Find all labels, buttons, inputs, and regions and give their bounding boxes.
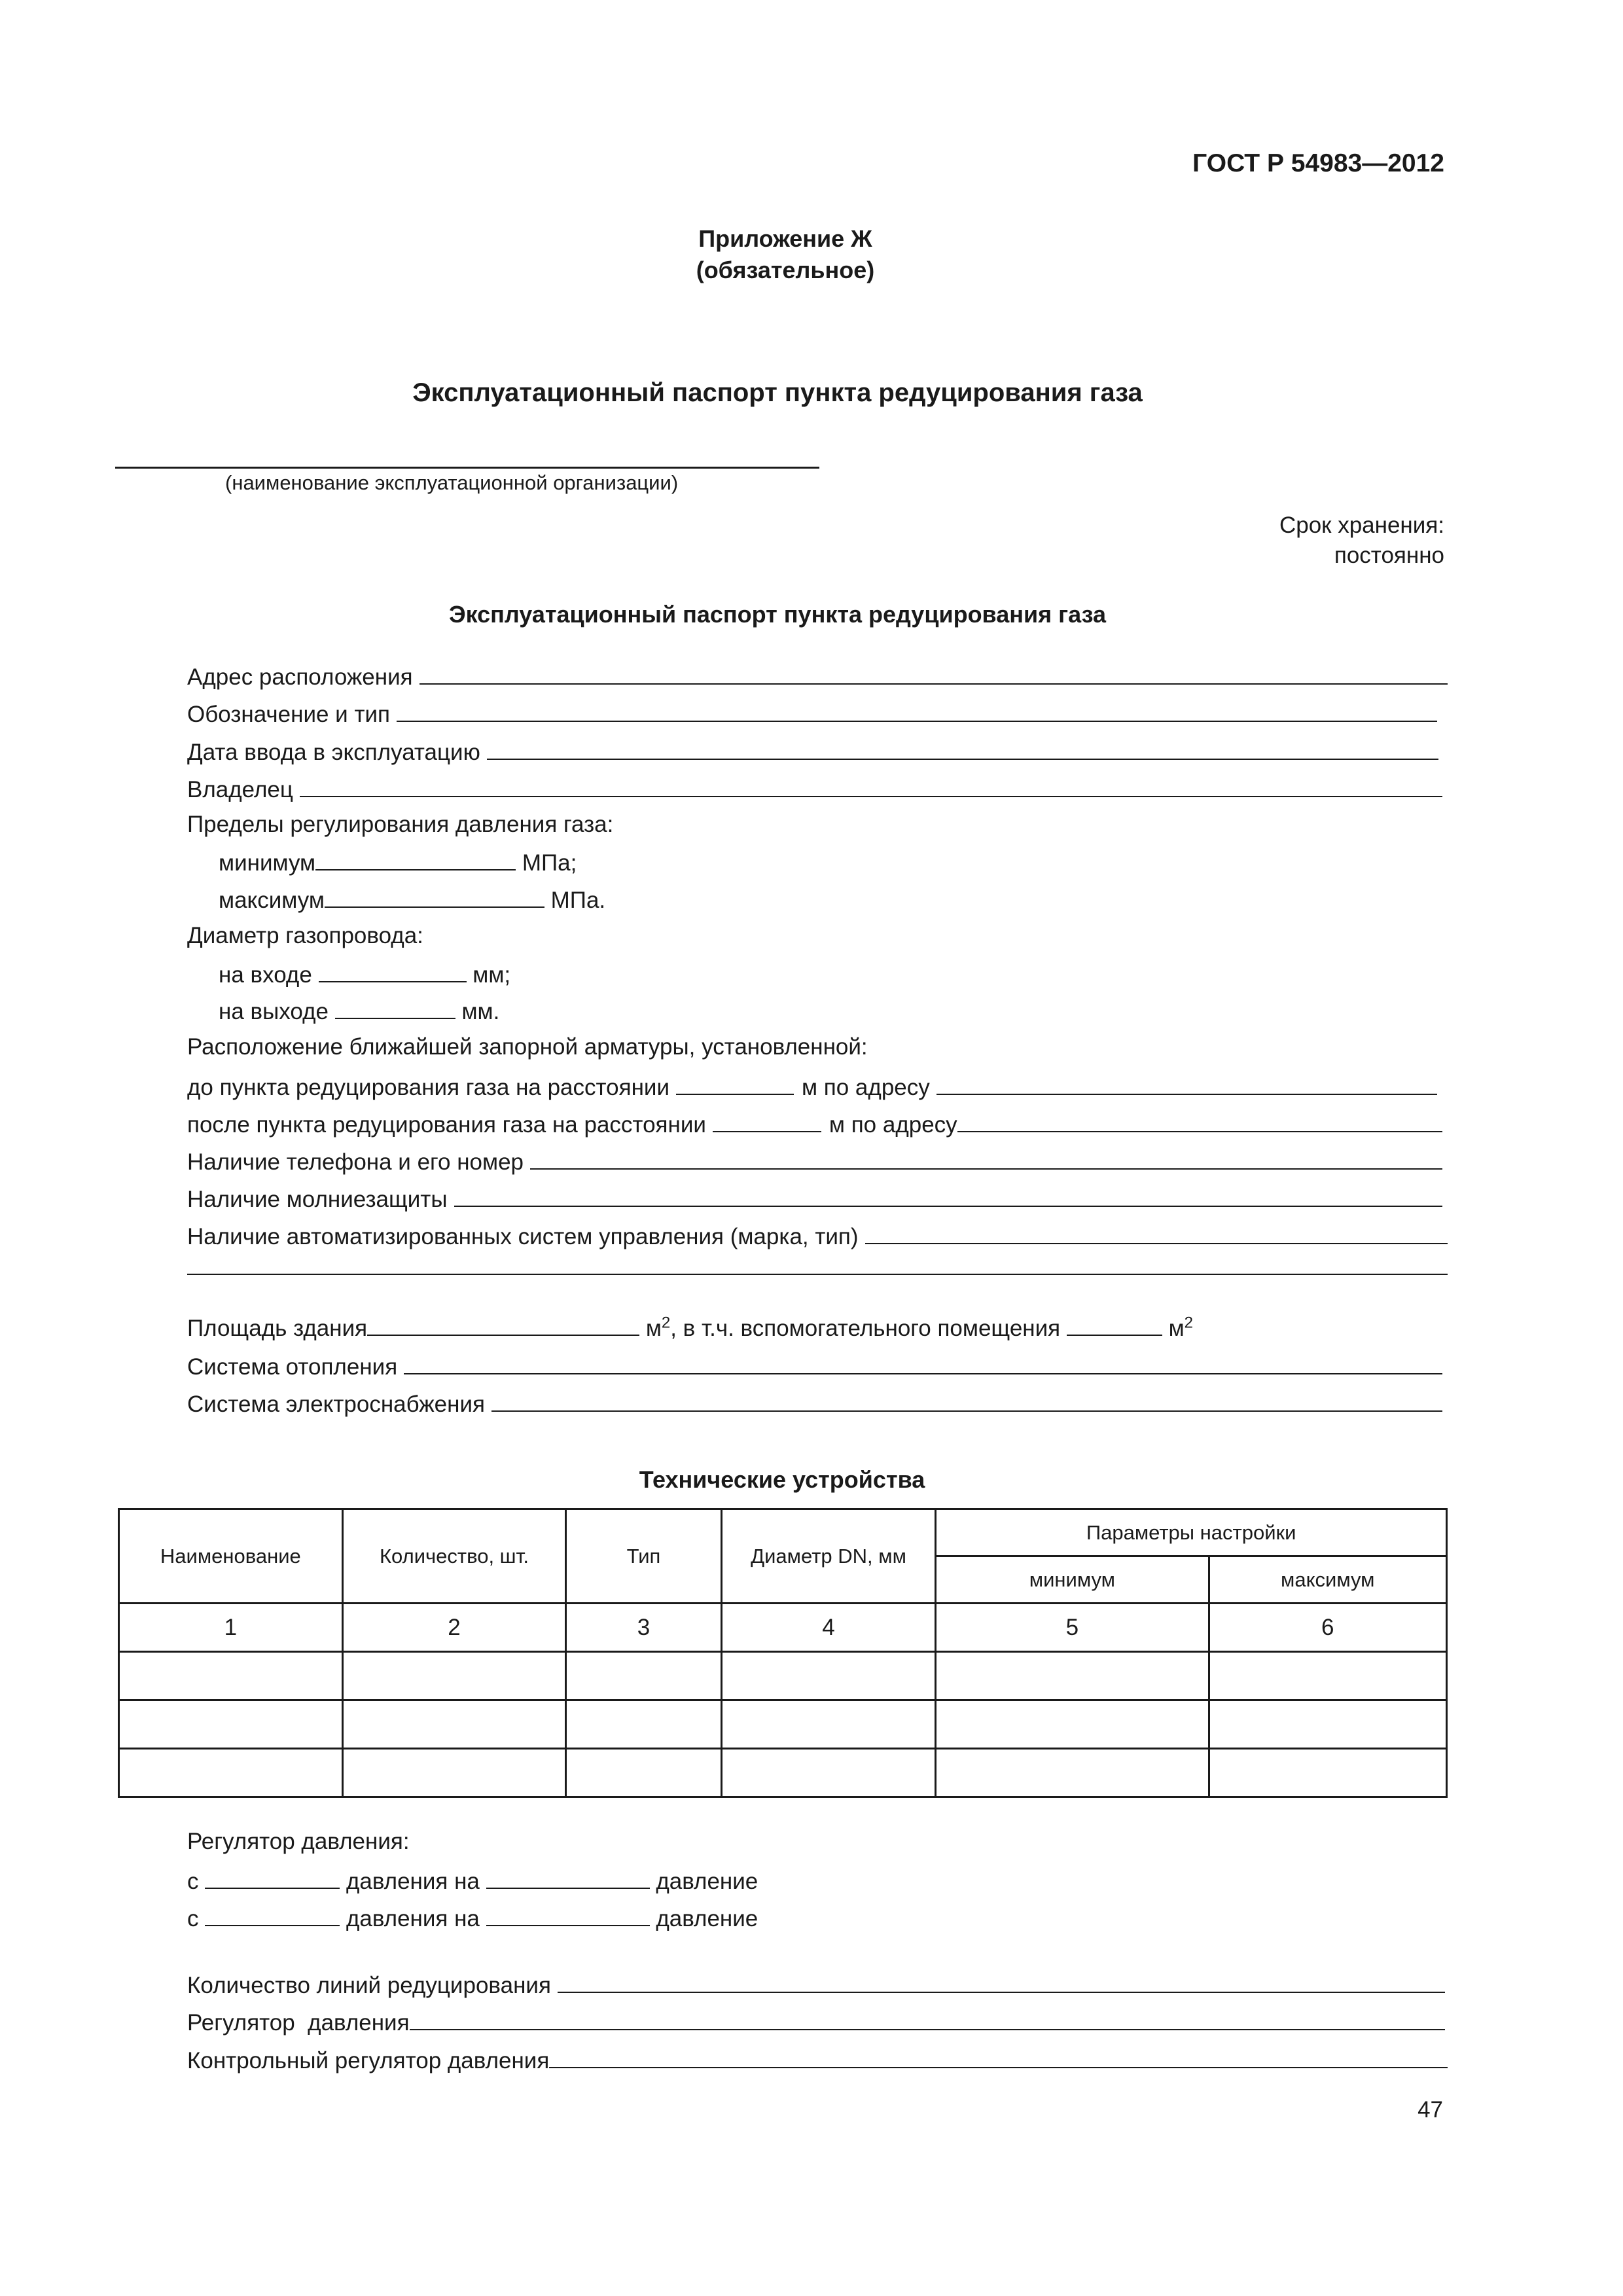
field-power [187,1388,1442,1418]
table-row [119,1652,1447,1700]
pressure-min-field[interactable] [315,848,516,870]
table-cell[interactable] [936,1700,1209,1749]
building-area-unit [646,1316,670,1341]
field-commission-date-label: Дата ввода в эксплуатацию [187,740,480,765]
table-cell[interactable] [119,1652,343,1700]
field-address-line[interactable] [419,661,1448,685]
form-title: Эксплуатационный паспорт пункта редуцирования газа [448,601,1107,628]
field-automation [187,1221,1448,1251]
table-cell[interactable] [936,1652,1209,1700]
column-number: 2 [342,1604,566,1652]
organization-caption: (наименование эксплуатационной организации) [225,471,679,494]
pressure-max-field[interactable] [325,886,544,908]
field-control-regulator [187,2045,1448,2075]
valve-before-label: до пункта редуцирования газа на расстоянии [187,1075,669,1100]
regulator-from-label: с [187,1906,199,1931]
table-row [119,1700,1447,1749]
building-area-label: Площадь здания [187,1316,368,1341]
aux-area-label: , в т.ч. вспомогательного помещения [670,1316,1061,1341]
col-header-diameter: Диаметр DN, мм [721,1509,935,1604]
regulator-from-label: с [187,1869,199,1894]
field-lines-count-label: Количество линий редуцирования [187,1973,551,1998]
column-number: 6 [1209,1604,1446,1652]
unit-m: м [645,1316,662,1341]
field-lightning-line[interactable] [454,1183,1443,1207]
table-cell[interactable] [119,1749,343,1797]
column-number: 4 [721,1604,935,1652]
valve-before-distance-field[interactable] [676,1073,794,1095]
tech-table-title: Технические устройства [639,1466,925,1493]
field-regulator [187,2007,1445,2037]
page-number: 47 [1418,2097,1443,2123]
field-lightning [187,1183,1442,1213]
pressure-min-unit: МПа; [522,850,577,876]
page-title: Эксплуатационный паспорт пункта редуцирования газа [412,378,1143,407]
col-header-min: минимум [936,1556,1209,1604]
table-cell[interactable] [342,1700,566,1749]
field-power-label: Система электроснабжения [187,1391,485,1417]
table-cell[interactable] [1209,1652,1446,1700]
valve-location-label: Расположение ближайшей запорной арматуры, установленной: [187,1034,868,1060]
column-number: 5 [936,1604,1209,1652]
retention-label: Срок хранения: [1279,512,1444,538]
field-lines-count-line[interactable] [558,1969,1445,1993]
regulator-to-label: давления на [346,1869,480,1894]
unit-sq: 2 [661,1314,671,1332]
field-owner-label: Владелец [187,777,293,802]
field-designation-label: Обозначение и тип [187,702,390,727]
valve-after-address-line[interactable] [957,1109,1442,1132]
field-heating-line[interactable] [404,1351,1442,1374]
field-commission-date [187,736,1438,766]
field-heating-label: Система отопления [187,1354,398,1380]
pipe-diameter-label: Диаметр газопровода: [187,923,423,948]
column-number-row [119,1604,1447,1652]
annex-status: (обязательное) [696,257,875,283]
field-phone-label: Наличие телефона и его номер [187,1149,524,1175]
col-header-quantity: Количество, шт. [342,1509,566,1604]
table-cell[interactable] [566,1749,722,1797]
regulator-label: Регулятор давления: [187,1829,410,1854]
field-power-line[interactable] [491,1388,1442,1412]
pressure-min-row [219,848,577,876]
field-control-regulator-label: Контрольный регулятор давления [187,2048,550,2073]
unit-sq: 2 [1184,1314,1194,1332]
col-header-type: Тип [566,1509,722,1604]
table-cell[interactable] [721,1749,935,1797]
building-area-row [187,1314,1193,1342]
table-cell[interactable] [119,1700,343,1749]
standard-number: ГОСТ Р 54983—2012 [1192,149,1444,177]
table-cell[interactable] [342,1749,566,1797]
col-header-params: Параметры настройки [936,1509,1447,1556]
col-header-name: Наименование [119,1509,343,1604]
retention-value: постоянно [1334,543,1444,568]
regulator-from-field[interactable] [205,1904,340,1926]
outlet-diameter-field[interactable] [335,997,455,1019]
pressure-max-unit: МПа. [550,888,606,913]
field-address-label: Адрес расположения [187,664,413,690]
tech-devices-table [118,1508,1448,1798]
field-designation [187,698,1437,728]
valve-before-address-line[interactable] [936,1071,1437,1095]
aux-area-field[interactable] [1067,1314,1162,1336]
pressure-max-label: максимум [219,888,325,913]
field-designation-line[interactable] [397,698,1437,722]
regulator-from-field[interactable] [205,1867,340,1889]
building-area-field[interactable] [367,1314,639,1336]
regulator-pressure-label: давление [656,1869,758,1894]
table-cell[interactable] [721,1652,935,1700]
pressure-max-row [219,886,605,914]
field-regulator-line[interactable] [410,2007,1445,2030]
field-commission-date-line[interactable] [487,736,1438,760]
table-row [119,1749,1447,1797]
pressure-min-label: минимум [219,850,316,876]
outlet-row [219,997,499,1025]
inlet-diameter-field[interactable] [319,960,467,982]
table-cell[interactable] [566,1652,722,1700]
annex-title: Приложение Ж [698,225,872,252]
organization-line[interactable] [115,467,819,469]
regulator-to-field[interactable] [486,1867,650,1889]
regulator-to-field[interactable] [486,1904,650,1926]
table-cell[interactable] [342,1652,566,1700]
field-automation-line[interactable] [865,1221,1448,1244]
field-automation-line-2[interactable] [187,1274,1448,1275]
field-lines-count [187,1969,1445,2000]
table-cell[interactable] [1209,1700,1446,1749]
regulator-row-2 [187,1904,758,1932]
valve-after-label: после пункта редуцирования газа на расстоянии [187,1112,706,1138]
field-owner-line[interactable] [300,774,1442,797]
table-cell[interactable] [566,1700,722,1749]
col-header-max: максимум [1209,1556,1446,1604]
inlet-row [219,960,510,988]
field-heating [187,1351,1442,1381]
regulator-pressure-label: давление [656,1906,758,1931]
table-cell[interactable] [1209,1749,1446,1797]
valve-after-row [187,1109,1442,1139]
outlet-unit: мм. [461,999,500,1024]
pressure-limits-label: Пределы регулирования давления газа: [187,812,614,837]
field-phone-line[interactable] [530,1146,1442,1170]
field-lightning-label: Наличие молниезащиты [187,1187,448,1212]
unit-m: м [1168,1316,1185,1341]
field-automation-label: Наличие автоматизированных систем управления (марка, тип) [187,1224,859,1249]
valve-before-row [187,1071,1437,1102]
column-number: 3 [566,1604,722,1652]
table-cell[interactable] [936,1749,1209,1797]
column-number: 1 [119,1604,343,1652]
table-cell[interactable] [721,1700,935,1749]
field-control-regulator-line[interactable] [549,2045,1448,2068]
valve-after-address-label: м по адресу [829,1112,957,1138]
regulator-to-label: давления на [346,1906,480,1931]
inlet-unit: мм; [473,962,511,988]
field-phone [187,1146,1442,1176]
field-regulator-label: Регулятор давления [187,2010,410,2036]
valve-after-distance-field[interactable] [713,1110,821,1132]
valve-before-address-label: м по адресу [802,1075,930,1100]
inlet-label: на входе [219,962,312,988]
outlet-label: на выходе [219,999,329,1024]
regulator-row-1 [187,1867,758,1895]
field-address [187,661,1448,691]
aux-area-unit [1169,1316,1193,1341]
field-owner [187,774,1442,804]
